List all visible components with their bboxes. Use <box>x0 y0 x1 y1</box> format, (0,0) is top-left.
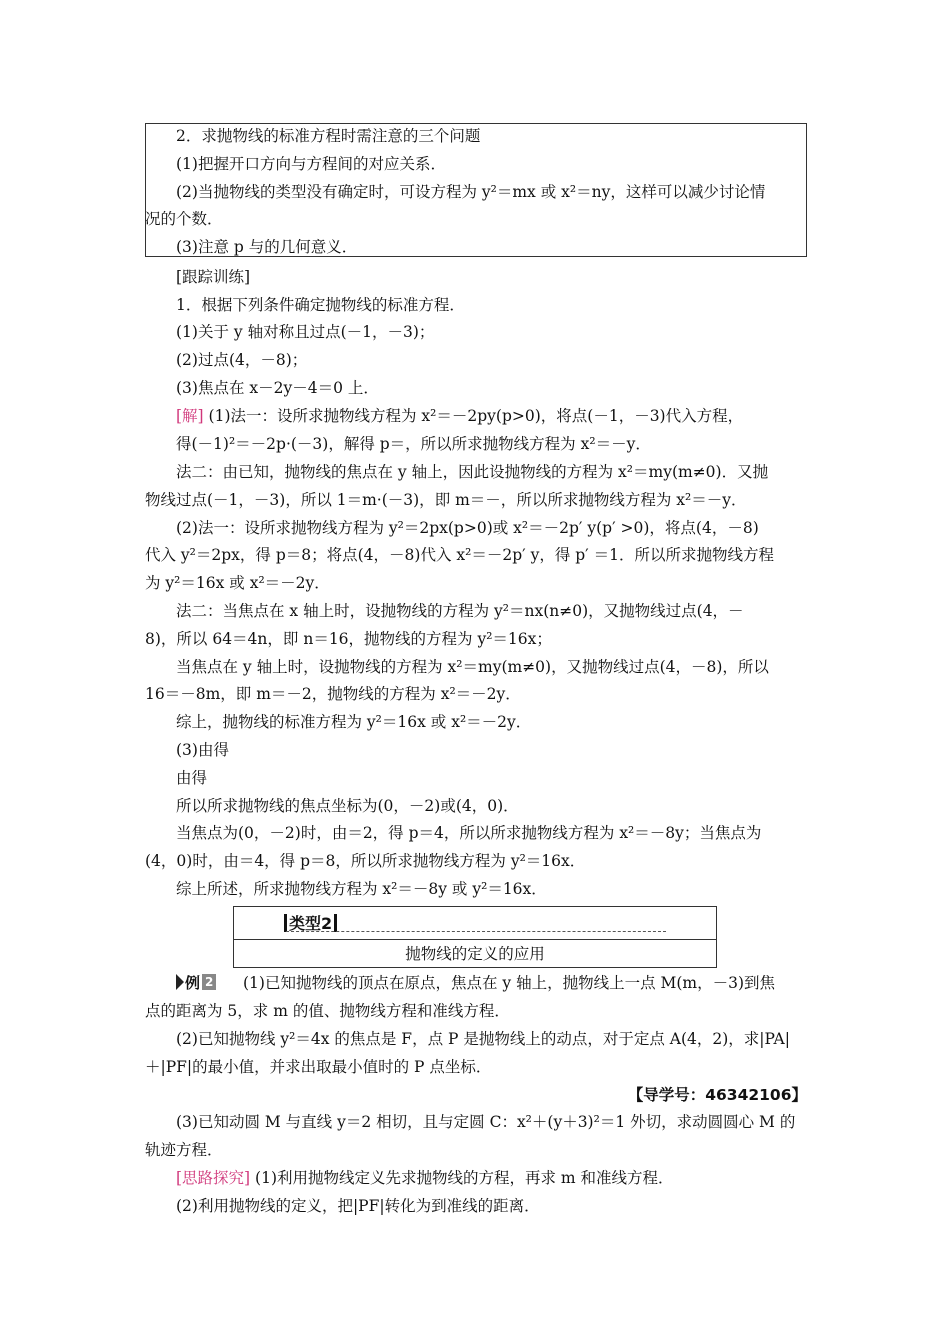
solution-line-12: 综上，抛物线的标准方程为 y²＝16x 或 x²＝－2y． <box>176 713 532 731</box>
example-label: 例 <box>185 973 201 992</box>
solution-line-6: 代入 y²＝2px，得 p＝8；将点(4，－8)代入 x²＝－2p′ y，得 p′ ＝1．所以所求抛物线方程 <box>145 546 774 564</box>
hint-tag: [思路探究] <box>176 1169 251 1187</box>
solution-line-11: 16＝－8m，即 m＝－2，抛物线的方程为 x²＝－2y． <box>145 685 521 703</box>
solution-line-2: 得(－1)²＝－2p·(－3)，解得 p＝，所以所求抛物线方程为 x²＝－y． <box>176 435 651 453</box>
example-line-5: (3)已知动圆 M 与直线 y＝2 相切，且与定圆 C：x²＋(y＋3)²＝1 外切，求动圆圆心 M 的 <box>176 1113 796 1131</box>
follow-header: [跟踪训练] <box>176 268 251 286</box>
note-item-2-cont: 况的个数． <box>145 210 223 228</box>
example-number: 2 <box>202 974 216 990</box>
section-title: 抛物线的定义的应用 <box>405 945 545 963</box>
solution-line-10: 当焦点在 y 轴上时，设抛物线的方程为 x²＝my(m≠0)，又抛物线过点(4，－8)，所以 <box>176 658 769 676</box>
example-line-1: (1)已知抛物线的顶点在原点，焦点在 y 轴上，抛物线上一点 M(m，－3)到焦 <box>243 974 776 992</box>
follow-q2: (2)过点(4，－8)； <box>176 351 308 369</box>
section-header <box>233 906 717 968</box>
solution-line-18: 综上所述，所求抛物线方程为 x²＝－8y 或 y²＝16x． <box>176 880 547 898</box>
solution-line-8: 法二：当焦点在 x 轴上时，设抛物线的方程为 y²＝nx(n≠0)，又抛物线过点(4，－ <box>176 602 744 620</box>
hint-line-2: (2)利用抛物线的定义，把|PF|转化为到准线的距离． <box>176 1197 540 1215</box>
solution-line-3: 法二：由已知，抛物线的焦点在 y 轴上，因此设抛物线的方程为 x²＝my(m≠0)．又抛 <box>176 463 769 481</box>
section-divider <box>234 939 716 940</box>
example-line-4: ＋|PF|的最小值，并求出取最小值时的 P 点坐标． <box>145 1058 492 1076</box>
solution-line-9: 8)，所以 64＝4n，即 n＝16，抛物线的方程为 y²＝16x； <box>145 630 552 648</box>
solution-line-13: (3)由得 <box>176 741 229 759</box>
section-dash <box>286 931 666 932</box>
solution-line-5: (2)法一：设所求抛物线方程为 y²＝2px(p>0)或 x²＝－2p′ y(p′ >0)，将点(4，－8) <box>176 519 759 537</box>
solution-line-15: 所以所求抛物线的焦点坐标为(0，－2)或(4，0)． <box>176 797 519 815</box>
example-badge <box>176 972 216 992</box>
note-title: 2．求抛物线的标准方程时需注意的三个问题 <box>176 127 481 145</box>
hint-line-1: [思路探究] (1)利用抛物线定义先求抛物线的方程，再求 m 和准线方程． <box>176 1169 674 1187</box>
solution-line-16: 当焦点为(0，－2)时，由＝2，得 p＝4，所以所求抛物线方程为 x²＝－8y；当焦点为 <box>176 824 762 842</box>
guide-number: 【导学号：46342106】 <box>627 1086 807 1104</box>
tag-bar-right <box>334 914 337 932</box>
solution-line-17: (4，0)时，由＝4，得 p＝8，所以所求抛物线方程为 y²＝16x． <box>145 852 586 870</box>
solution-tag: [解] <box>176 407 204 425</box>
tag-bar <box>284 914 287 932</box>
example-line-2: 点的距离为 5，求 m 的值、抛物线方程和准线方程． <box>145 1002 510 1020</box>
solution-line-1: [解] (1)法一：设所求抛物线方程为 x²＝－2py(p>0)，将点(－1，－3)代入方程， <box>176 407 744 425</box>
triangle-icon <box>176 974 184 990</box>
solution-line-7: 为 y²＝16x 或 x²＝－2y． <box>145 574 330 592</box>
follow-q3: (3)焦点在 x－2y－4＝0 上． <box>176 379 379 397</box>
note-item-1: (1)把握开口方向与方程间的对应关系． <box>176 155 446 173</box>
section-tag: 类型2 <box>284 911 339 934</box>
example-line-3: (2)已知抛物线 y²＝4x 的焦点是 F，点 P 是抛物线上的动点，对于定点 A(4，2)，求|PA| <box>176 1030 790 1048</box>
solution-line-14: 由得 <box>176 769 208 787</box>
example-line-6: 轨迹方程． <box>145 1141 223 1159</box>
solution-line-4: 物线过点(－1，－3)，所以 1＝m·(－3)，即 m＝－，所以所求抛物线方程为 x²＝－y． <box>145 491 747 509</box>
follow-question: 1．根据下列条件确定抛物线的标准方程． <box>176 296 465 314</box>
follow-q1: (1)关于 y 轴对称且过点(－1，－3)； <box>176 323 435 341</box>
note-item-2: (2)当抛物线的类型没有确定时，可设方程为 y²＝mx 或 x²＝ny，这样可以减少讨论情 <box>176 183 766 201</box>
note-item-3: (3)注意 p 与的几何意义． <box>176 238 358 256</box>
